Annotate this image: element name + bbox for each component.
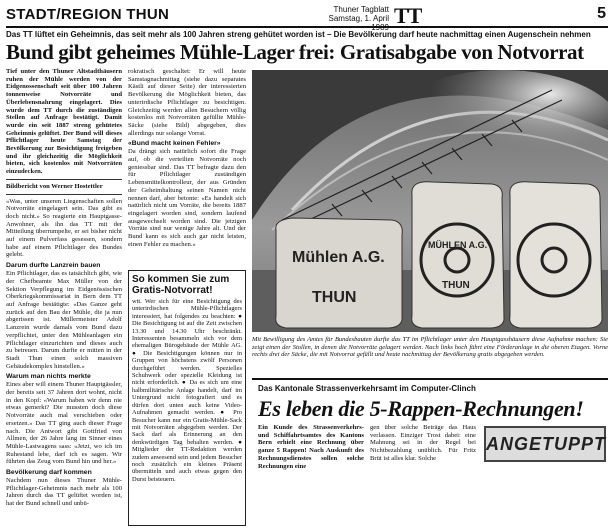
tunnel-photo-illustration	[252, 70, 608, 332]
article-kicker: Das TT lüftet ein Geheimnis, das seit mehr als 100 Jahren streng gehütet worden ist – Die Bevölkerung darf heute nachmittag einen Augenschein nehmen	[6, 30, 591, 39]
page-number: 5	[597, 5, 606, 22]
divider	[6, 194, 122, 195]
angetuppt-stamp: ANGETUPPT	[484, 426, 606, 462]
sack-2	[412, 182, 504, 328]
sack-1	[276, 218, 403, 328]
paragraph: Ein Kunde des Strassenverkehrs- und Schiffahrtsamtes des Kantons Bern erhielt eine Rechnung über ganze 5 Rappen! Nach Auskunft des Rechnungsdienstes sollen solche Rechnungen eine	[258, 424, 364, 470]
article-headline: Bund gibt geheimes Mühle-Lager frei: Gratisabgabe von Notvorrat	[6, 40, 584, 64]
second-article-kicker: Das Kantonale Strassenverkehrsamt im Computer-Clinch	[258, 384, 476, 393]
sack-label: THUN	[442, 280, 470, 291]
info-box	[128, 270, 246, 526]
article-column-1	[6, 68, 122, 526]
paragraph: Nachdem nun dieses Thuner Mühle-Pflichtlager-Geheimnis nach mehr als 100 Jahren durch das TT gelüftet worden ist, hat der Bund schnell und unbü-	[6, 477, 122, 508]
sack-label: MÜHLEN A.G.	[428, 240, 488, 250]
tunnel-photo	[252, 70, 608, 332]
second-article-column-2	[370, 424, 476, 524]
subheading: Darum durfte Lanzrein bauen	[6, 262, 101, 270]
info-box-title: So kommen Sie zum Gratis-Notvorrat!	[132, 274, 230, 296]
byline: Bildbericht von Werner Hostettler	[6, 182, 103, 190]
section-title: STADT/REGION THUN	[6, 6, 170, 23]
paper-name: Thuner Tagblatt	[333, 5, 389, 14]
divider	[6, 179, 122, 180]
paragraph: Ein Pflichtlager, das es tatsächlich gibt, wie der Chefbeamte Max Müller von der Sektion Verpflegung im Eidgenössischen Oberkriegskommissariat in Bern dem TT auf Anfrage bestätigte: «Das Ganze geht zurück auf den Bau der Mühle, die ja nun abgerissen ist. Müllermeister Adolf Lanzrein wurde damals vom Bund dazu verpflichtet, unter den Mühleanlagen ein Pflichtlager einzurichten und dieses auch zu betreuen. Darum durfte er mitten in der Stadt Thun einen solch massiven Gebäudekomplex hinstellen.»	[6, 270, 122, 370]
paragraph: «Was, unter unseren Liegenschaften sollen Notvorräte eingelagert sein. Das gibt es doch nicht.» So reagierte ein Hauptgasse-Anwohner, als ihn das TT mit der Mitteilung überrumpelte, er sei bisher nicht auf einem Pulverfass gesessen, sondern habe auf einem Pflichtlager des Bundes gelebt.	[6, 197, 122, 259]
page-header	[6, 3, 608, 32]
sack-3	[510, 182, 602, 328]
subheading: Warum man nichts merkte	[6, 373, 91, 381]
second-article-headline: Es leben die 5-Rappen-Rechnungen!	[258, 396, 584, 421]
subheading: «Bund macht keinen Fehler»	[128, 140, 221, 148]
second-article	[252, 378, 608, 528]
info-box-text: wtt. Wer sich für eine Besichtigung des unterirdischen Mühle-Pflichtlagers interessiert, hat folgendes zu beachten: ● Die Besichtigung ist auf die Zeit zwischen 13.30 und 14.30 Uhr beschränkt. Interessenten besammeln sich vor dem ehemaligen Bürogebäude der Mühle AG. ● Die Besichtigungen können nur in Gruppen von höchstens zwölf Personen durchgeführt werden. Spezielles Schuhwerk oder spezielle Kleidung ist nicht erforderlich. ● Da es sich um eine halbmilitärische Anlage handelt, darf im Untergrund nicht fotografiert und es dürfen dort unten auch keine Video-Aufnahmen gemacht werden. ● Pro Besucher kann nur ein Gratis-Mühle-Sack mit Notvorräten abgegeben werden. Der Sack darf als Erinnerung an den denkwürdigen Tag behalten werden. ● Mitglieder der TT-Redaktion werden zudem anwesend sein und jedem Besucher noch zusätzlich ein kleines Präsent übermitteln und auch etwas gegen den Durst beisteuern.	[132, 298, 242, 483]
paper-masthead	[311, 5, 389, 32]
photo-caption: Mit Bewilligung des Amtes für Bundesbauten durfte das TT im Pflichtlager unter den Hauptgasshäusern diese Aufnahme machen: Sie zeigt einen der Stollen, in denen die Notvorräte gelagert werden. Nach links hoch führt eine Förderanlage in die oberen Etagen. Vorne rechts drei der Säcke, die mit Notvorrat gefüllt und heute nachmittag der Bevölkerung gratis abgegeben werden.	[252, 336, 608, 358]
paragraph: gen über solche Beträge das Haus verlassen. Einziger Trost dabei: eine Mahnung sei in der Regel bei Nichtbezahlung unüblich. Für Fritz Brüt ist alles klar. Solche	[370, 424, 476, 462]
paragraph: Da drängt sich natürlich sofort die Frage auf, ob die verteilten Notvorräte noch geniessbar sind. Das TT befragte dazu den für Pflichtlager zuständigen Lebensmittelkontrolleur, der aus Gründen der Geheimhaltung seinen Namen nicht nennen darf, aber betonte: «Es handelt sich natürlich nicht um Vorräte, die bereits 1887 eingelagert worden sind, sondern laufend ausgewechselt worden sind. Die jetzigen Vorräte sind nur wenige Jahre alt. Und der Bund kann es sich auch gar nicht leisten, einen Fehler zu machen.»	[128, 148, 246, 248]
tt-logo: TT	[394, 3, 422, 28]
sack-label: THUN	[312, 289, 357, 306]
paragraph: Eines aber will einem Thuner Hauptgässler, der bereits seit 37 Jahren dort wohnt, nicht in den Kopf: «Warum haben wir denn nie etwas gemerkt? Die mussten doch diese Notvorräte auch mal verschieben oder ersetzen.» Das TT ging auch dieser Frage nach. Die Antwort gibt Gottfried von Allmen, der 26 Jahre lang im Sinner eines Mühle-Lastwagens sass: «Jetzt, wo ich im Ruhestand lebe, darf ich es sagen. Wir führten das Zeug vom Bund hin und her.»	[6, 381, 122, 466]
article-lead: Tief unter den Thuner Altstadthäusern ruhen der Mühle werden von der Eidgenossenschaft seit über 100 Jahren tonnenweise Notvorräte und Überlebensnahrung eingelagert. Dies wurde dem TT durch die zuständigen Stellen auf Anfrage bestätigt. Damit wurde ein seit 1887 streng gehütetes Geheimnis gelüftet. Der Bund will dieses Pflichtlager heute Samstag der Bevölkerung zur Besichtigung freigeben und ihr gleichzeitig die Möglichkeit bieten, sich kostenlos mit Notvorräten einzudecken.	[6, 68, 122, 176]
article-column-2	[128, 68, 246, 264]
sack-label: Mühlen A.G.	[292, 249, 385, 266]
subheading: Bevölkerung darf kommen	[6, 469, 92, 477]
issue-date: Samstag, 1. April 1989	[328, 14, 389, 32]
second-article-column-1	[258, 424, 364, 524]
paragraph: rokratisch geschaltet: Er will heute Samstagnachmittag (siehe dazu separates Kästli auf dieser Seite) der interessierten Bevölkerung die Möglichkeit bieten, das unterirdische Pflichtlager zu besichtigen. Gleichzeitig werden allen Besuchern völlig kostenlos mit Notvorräten gefüllte Mühle-Säcke (siehe Bild) abgegeben, dies allerdings nur solange Vorrat.	[128, 68, 246, 137]
